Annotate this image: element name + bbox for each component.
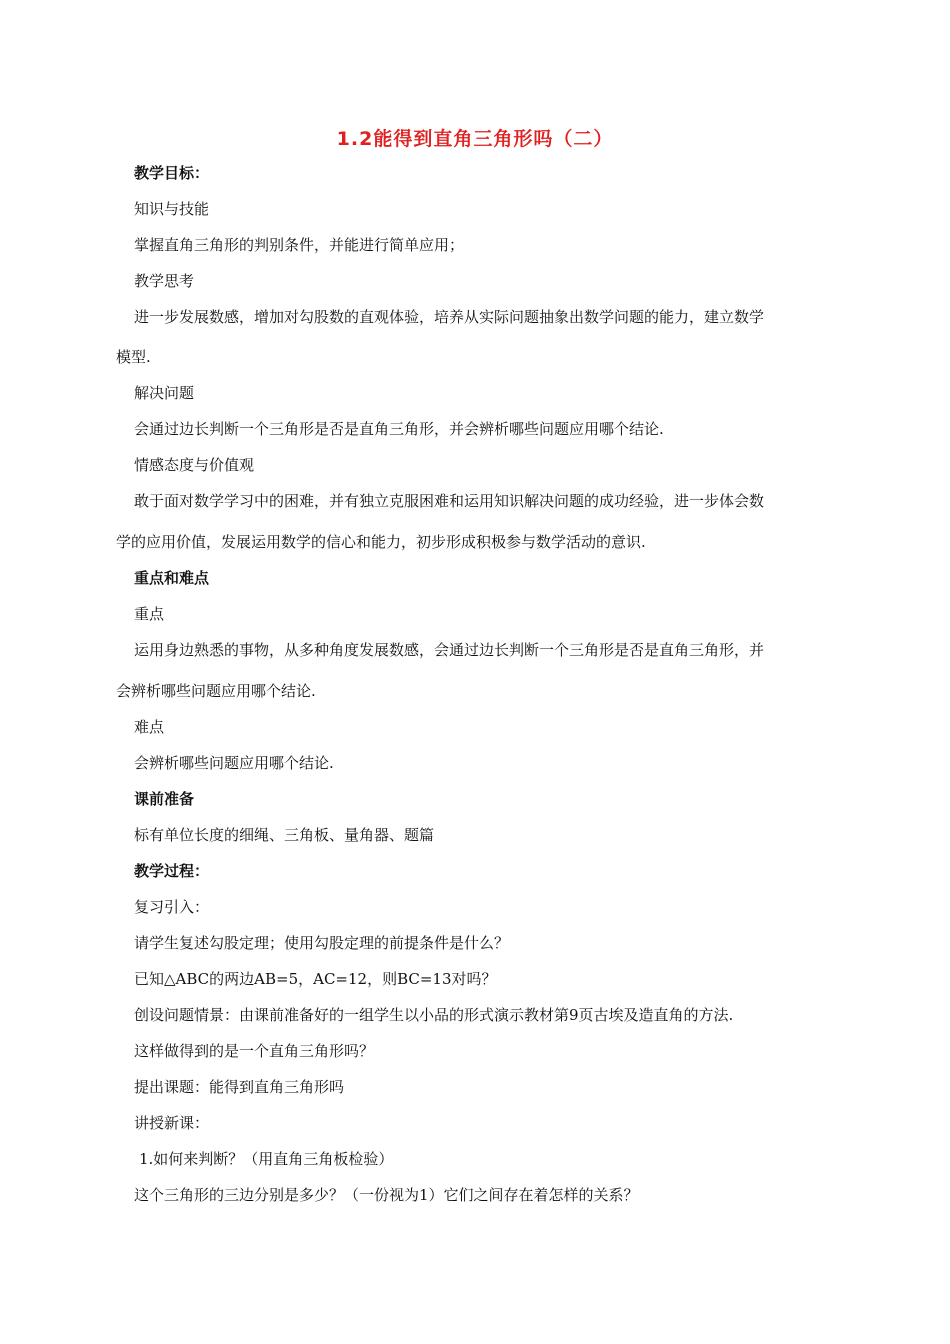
section-heading-process: 教学过程： [134,862,210,880]
subheading-key-point: 重点 [134,605,165,623]
paragraph-line-continued: 模型. [116,348,151,366]
subheading-problem-solving: 解决问题 [134,384,195,402]
subheading-attitudes-values: 情感态度与价值观 [134,456,255,474]
document-title: 1.2能得到直角三角形吗（二） [336,128,614,150]
subheading-new-lesson: 讲授新课： [134,1114,210,1132]
paragraph-line: 提出课题：能得到直角三角形吗 [134,1078,345,1096]
section-heading-objectives: 教学目标： [134,164,210,182]
paragraph-line: 已知△ABC的两边AB=5，AC=12，则BC=13对吗？ [134,970,497,988]
section-heading-preparation: 课前准备 [134,790,195,808]
paragraph-line: 进一步发展数感，增加对勾股数的直观体验，培养从实际问题抽象出数学问题的能力，建立数学 [134,308,765,326]
paragraph-line-continued: 会辨析哪些问题应用哪个结论. [116,682,316,700]
paragraph-line: 运用身边熟悉的事物，从多种角度发展数感，会通过边长判断一个三角形是否是直角三角形，并 [134,641,765,659]
subheading-difficulty: 难点 [134,718,165,736]
paragraph-line: 会通过边长判断一个三角形是否是直角三角形，并会辨析哪些问题应用哪个结论. [134,420,664,438]
subheading-review: 复习引入： [134,898,210,916]
paragraph-line: 掌握直角三角形的判别条件，并能进行简单应用； [134,236,465,254]
section-heading-key-points: 重点和难点 [134,569,210,587]
paragraph-line: 创设问题情景：由课前准备好的一组学生以小品的形式演示教材第9页古埃及造直角的方法. [134,1006,734,1024]
paragraph-line: 这个三角形的三边分别是多少？（一份视为1）它们之间存在着怎样的关系？ [134,1186,639,1204]
numbered-item: 1.如何来判断？（用直角三角板检验） [139,1150,394,1168]
subheading-math-thinking: 教学思考 [134,272,195,290]
paragraph-line-continued: 学的应用价值，发展运用数学的信心和能力，初步形成积极参与数学活动的意识. [116,533,646,551]
paragraph-line: 标有单位长度的细绳、三角板、量角器、题篇 [134,826,435,844]
paragraph-line: 敢于面对数学学习中的困难，并有独立克服困难和运用知识解决问题的成功经验，进一步体会数 [134,492,765,510]
subheading-knowledge-skills: 知识与技能 [134,200,210,218]
paragraph-line: 会辨析哪些问题应用哪个结论. [134,754,334,772]
paragraph-line: 这样做得到的是一个直角三角形吗？ [134,1042,375,1060]
paragraph-line: 请学生复述勾股定理；使用勾股定理的前提条件是什么？ [134,934,510,952]
